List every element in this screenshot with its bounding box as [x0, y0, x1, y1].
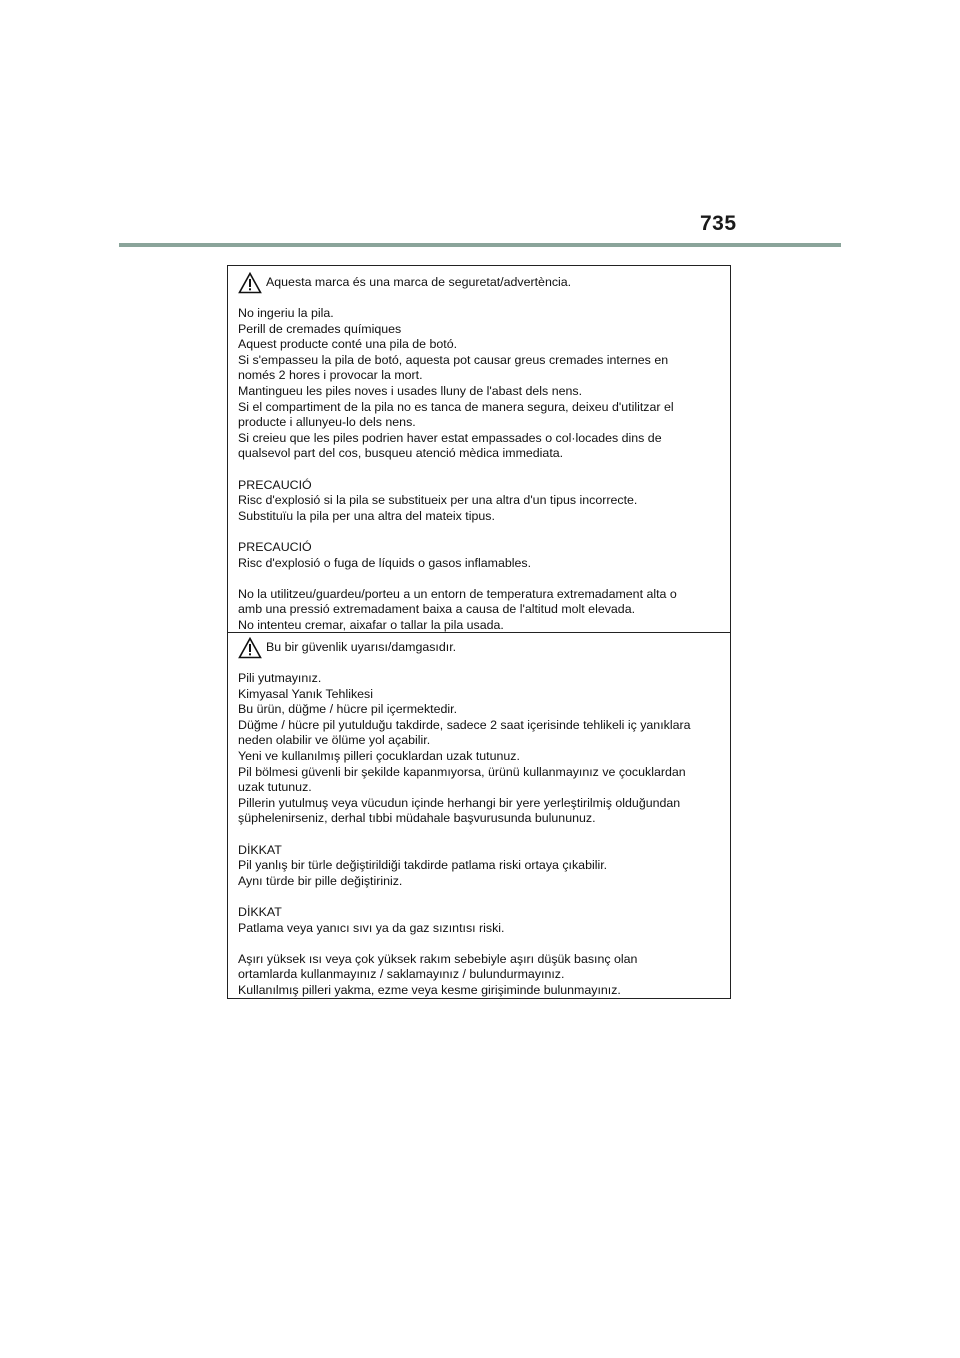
catalan-ingestion-warning: [238, 306, 722, 462]
header-divider: [119, 243, 841, 247]
turkish-caution-explosion: [238, 905, 722, 936]
text-line: Pillerin yutulmuş veya vücudun içinde herhangi bir yere yerleştirilmiş olduğundan: [238, 795, 681, 810]
catalan-environment-warning: [238, 587, 722, 634]
text-line: Düğme / hücre pil yutulduğu takdirde, sadece 2 saat içerisinde tehlikeli iç yanıklara: [238, 717, 691, 732]
turkish-heading: Bu bir güvenlik uyarısı/damgasıdır.: [266, 640, 457, 655]
text-line: Risc d'explosió o fuga de líquids o gasos inflamables.: [238, 555, 532, 570]
caution-label: DİKKAT: [238, 842, 282, 857]
turkish-caution-replacement: [238, 843, 722, 890]
text-line: Aynı türde bir pille değiştiriniz.: [238, 873, 403, 888]
text-line: No ingeriu la pila.: [238, 306, 334, 320]
warning-triangle-icon: [238, 637, 262, 659]
battery-safety-notice: [227, 265, 731, 999]
text-line: Perill de cremades químiques: [238, 321, 402, 336]
text-line: Pil bölmesi güvenli bir şekilde kapanmıyorsa, ürünü kullanmayınız ve çocuklardan: [238, 764, 686, 779]
text-line: uzak tutunuz.: [238, 780, 312, 795]
turkish-environment-warning: [238, 952, 722, 999]
text-line: Mantingueu les piles noves i usades lluny de l'abast dels nens.: [238, 383, 583, 398]
caution-label: DİKKAT: [238, 904, 282, 919]
catalan-heading-row: [238, 272, 722, 294]
text-line: Yeni ve kullanılmış pilleri çocuklardan uzak tutunuz.: [238, 748, 520, 763]
text-line: No la utilitzeu/guardeu/porteu a un entorn de temperatura extremadament alta o: [238, 586, 677, 601]
text-line: producte i allunyeu-lo dels nens.: [238, 415, 416, 430]
page-number: 735: [700, 212, 737, 235]
text-line: No intenteu cremar, aixafar o tallar la pila usada.: [238, 617, 504, 632]
text-line: neden olabilir ve ölüme yol açabilir.: [238, 733, 431, 748]
text-line: Substituïu la pila per una altra del mateix tipus.: [238, 508, 495, 523]
caution-label: PRECAUCIÓ: [238, 539, 312, 554]
text-line: Si creieu que les piles podrien haver estat empassades o col·locades dins de: [238, 430, 662, 445]
turkish-heading-row: [238, 637, 722, 659]
catalan-heading: Aquesta marca és una marca de seguretat/advertència.: [266, 275, 572, 290]
text-line: Bu ürün, düğme / hücre pil içermektedir.: [238, 702, 458, 717]
text-line: qualsevol part del cos, busqueu atenció mèdica immediata.: [238, 446, 564, 461]
text-line: şüphelenirseniz, derhal tıbbi müdahale başvurusunda bulununuz.: [238, 811, 596, 826]
text-line: Si el compartiment de la pila no es tanca de manera segura, deixeu d'utilitzar el: [238, 399, 674, 414]
catalan-caution-replacement: [238, 478, 722, 525]
text-line: Si s'empasseu la pila de botó, aquesta pot causar greus cremades internes en: [238, 352, 669, 367]
text-line: Patlama veya yanıcı sıvı ya da gaz sızıntısı riski.: [238, 920, 505, 935]
text-line: només 2 hores i provocar la mort.: [238, 368, 423, 383]
text-line: Kullanılmış pilleri yakma, ezme veya kesme girişiminde bulunmayınız.: [238, 982, 621, 997]
text-line: Pil yanlış bir türle değiştirildiği takdirde patlama riski ortaya çıkabilir.: [238, 858, 608, 873]
warning-triangle-icon: [238, 272, 262, 294]
text-line: ortamlarda kullanmayınız / saklamayınız / bulundurmayınız.: [238, 967, 565, 982]
text-line: Pili yutmayınız.: [238, 671, 322, 685]
catalan-warning-section: [228, 266, 730, 633]
caution-label: PRECAUCIÓ: [238, 477, 312, 492]
turkish-warning-section: [228, 633, 730, 998]
text-line: Risc d'explosió si la pila se substitueix per una altra d'un tipus incorrecte.: [238, 493, 638, 508]
text-line: Aşırı yüksek ısı veya çok yüksek rakım sebebiyle aşırı düşük basınç olan: [238, 951, 638, 966]
text-line: Aquest producte conté una pila de botó.: [238, 337, 458, 352]
catalan-caution-explosion: [238, 540, 722, 571]
text-line: Kimyasal Yanık Tehlikesi: [238, 686, 373, 701]
text-line: amb una pressió extremadament baixa a causa de l'altitud molt elevada.: [238, 602, 636, 617]
turkish-ingestion-warning: [238, 671, 722, 827]
